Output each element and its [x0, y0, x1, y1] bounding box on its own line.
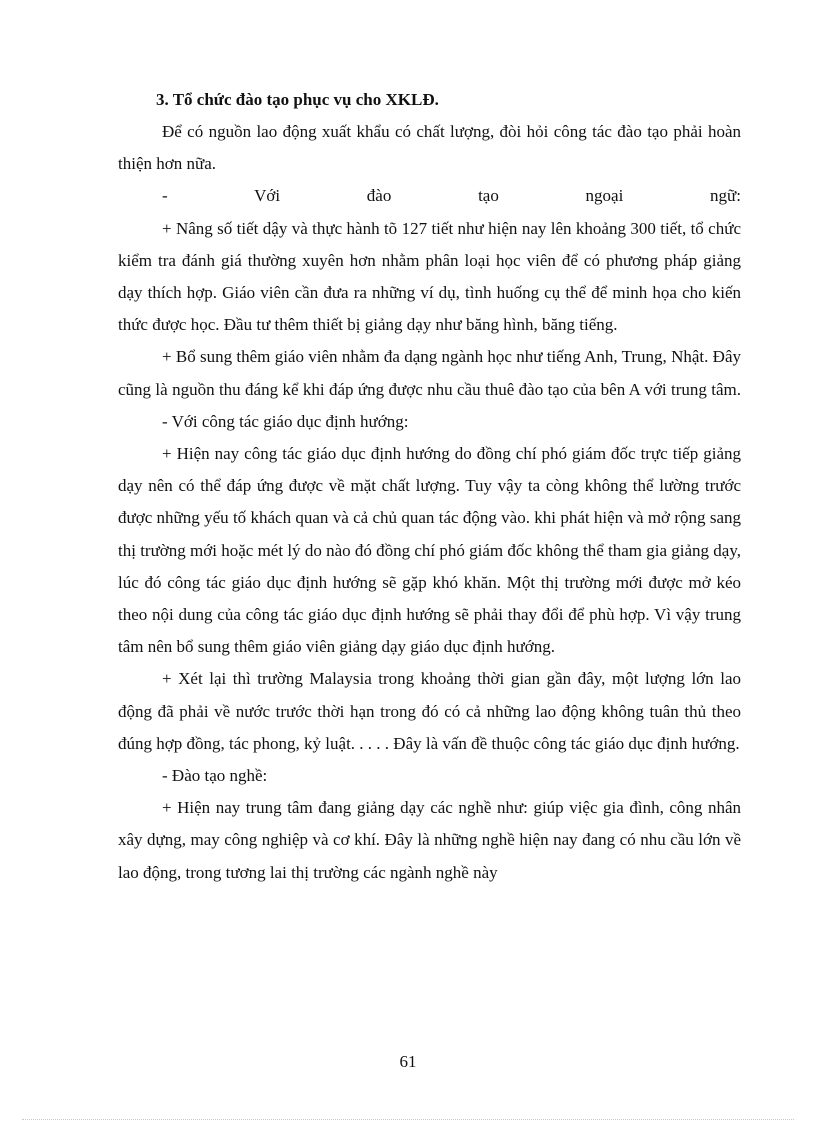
- section-heading: 3. Tổ chức đào tạo phục vụ cho XKLĐ.: [156, 90, 439, 109]
- paragraph-intro: Để có nguồn lao động xuất khẩu có chất lượng, đòi hỏi công tác đào tạo phải hoàn thiện hơn nữa.: [118, 122, 741, 174]
- paragraph-language-teachers: + Bổ sung thêm giáo viên nhằm đa dạng ngành học như tiếng Anh, Trung, Nhật. Đây cũng là nguồn thu đáng kể khi đáp ứng được nhu cầu thuê đào tạo của bên A với trung tâm.: [118, 347, 741, 399]
- page-body: [118, 84, 741, 889]
- paragraph-language-hours: + Nâng số tiết dậy và thực hành tõ 127 tiết như hiện nay lên khoảng 300 tiết, tổ chức kiểm tra đánh giá thường xuyên hơn nhằm phân loại học viên để có phương pháp giảng dạy thích hợp. Giáo viên cần đưa ra những ví dụ, tình huống cụ thể để minh họa cho kiến thức được học. Đầu tư thêm thiết bị giảng dạy như băng hình, băng tiếng.: [118, 218, 741, 335]
- subheading-orientation: - Với công tác giáo dục định hướng:: [162, 411, 409, 431]
- page-bottom-divider: [22, 1119, 794, 1120]
- paragraph-orientation-teaching: + Hiện nay công tác giáo dục định hướng do đồng chí phó giám đốc trực tiếp giảng dạy nên có thể đáp ứng được về mặt chất lượng. Tuy vậy ta còng không thể lường trước được những yếu tố khách quan và cả chủ quan tác động vào. khi phát hiện và mở rộng sang thị trường mới hoặc mét lý do nào đó đồng chí phó giám đốc không thể tham gia giảng dạy, lúc đó công tác giáo dục định hướng sẽ gặp khó khăn. Một thị trường mới được mở kéo theo nội dung của công tác giáo dục định hướng sẽ phải thay đổi để phù hợp. Vì vậy trung tâm nên bổ sung thêm giáo viên giảng dạy giáo dục định hướng.: [118, 444, 741, 657]
- paragraph-malaysia: + Xét lại thì trường Malaysia trong khoảng thời gian gần đây, một lượng lớn lao động đã phải về nước trước thời hạn trong đó có cả những lao động không tuân thủ theo đúng hợp đồng, tác phong, kỷ luật. . . . . Đây là vấn đề thuộc công tác giáo dục định hướng.: [118, 669, 741, 753]
- page-number: 61: [399, 1052, 417, 1071]
- subheading-vocational: - Đào tạo nghề:: [162, 766, 268, 786]
- paragraph-vocational: + Hiện nay trung tâm đang giảng dạy các nghề như: giúp việc gia đình, công nhân xây dựng, may công nghiệp và cơ khí. Đây là những nghề hiện nay đang có nhu cầu lớn về lao động, trong tương lai thị trường các ngành nghề này: [118, 798, 741, 882]
- subheading-foreign-language: - Với đào tạo ngoại ngữ:: [162, 186, 741, 206]
